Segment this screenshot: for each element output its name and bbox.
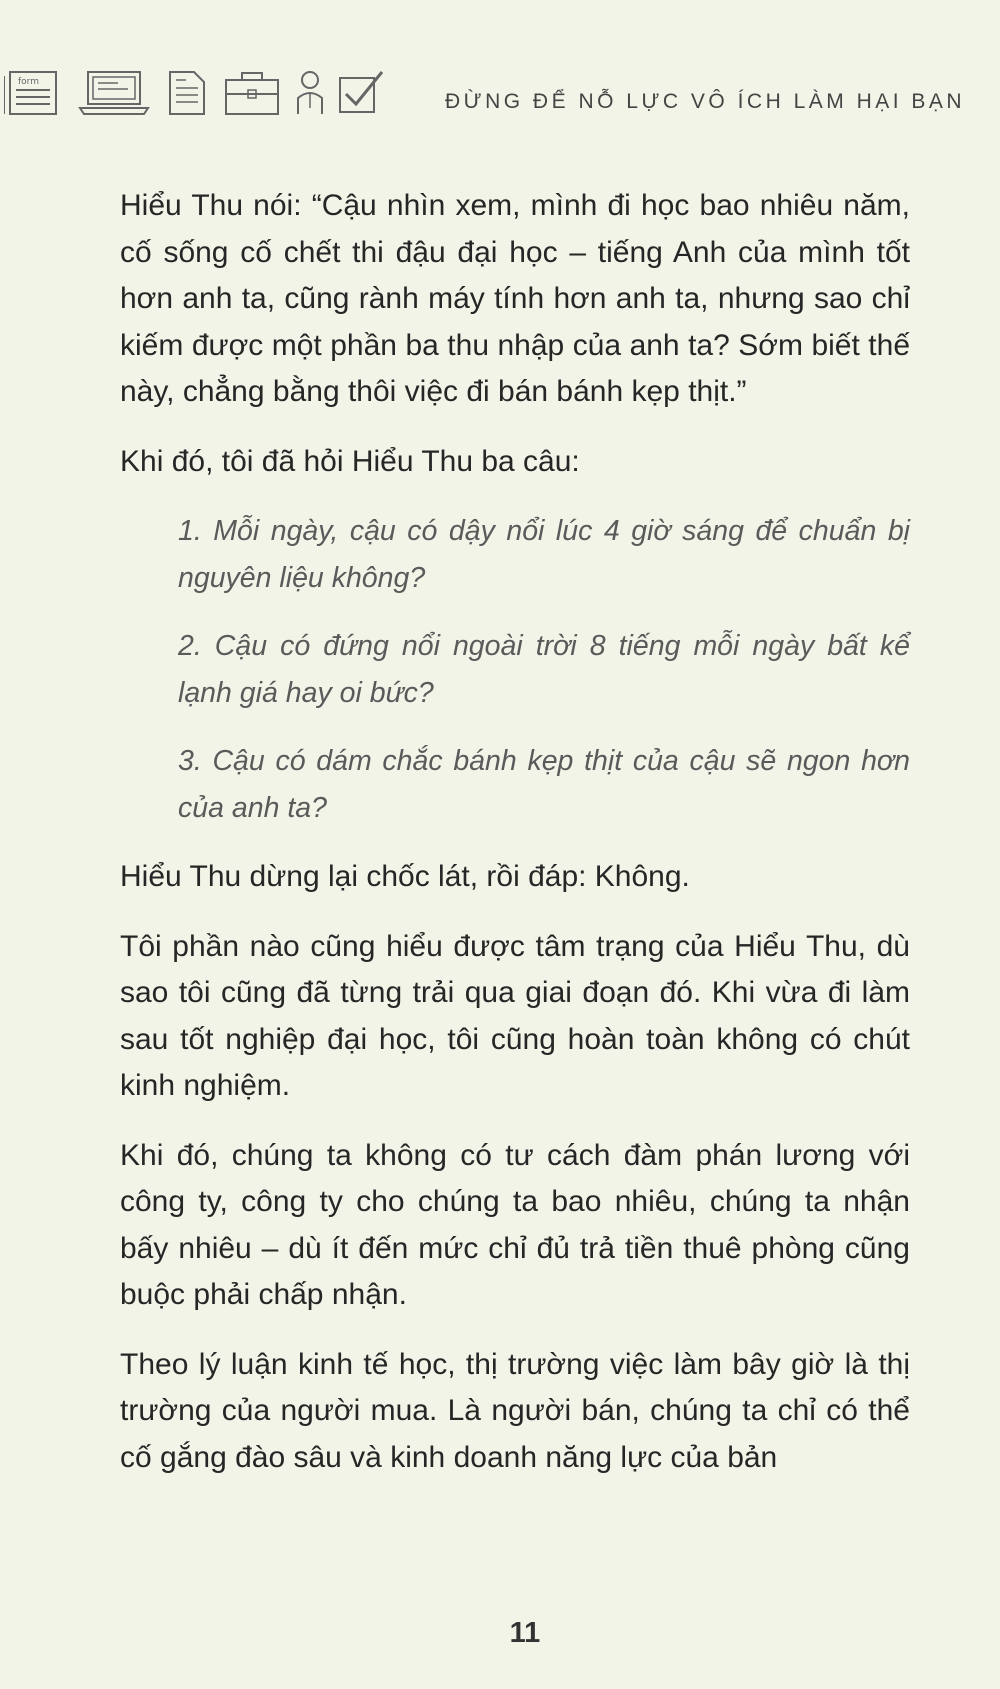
paragraph: Hiểu Thu nói: “Cậu nhìn xem, mình đi học bao nhiêu năm, cố sống cố chết thi đậu đại học – tiếng Anh của mình tốt hơn anh ta, cũng rành máy tính hơn anh ta, nhưng sao chỉ kiếm được một phần ba thu nhập của anh ta? Sớm biết thế này, chẳng bằng thôi việc đi bán bánh kẹp thịt.” — [120, 189, 910, 408]
form-icon-label: form — [18, 77, 39, 87]
checkbox-icon — [336, 68, 388, 118]
page-number: 11 — [509, 1617, 541, 1649]
page-header — [0, 60, 1000, 120]
laptop-icon — [78, 68, 150, 118]
question-item: 1. Mỗi ngày, cậu có dậy nổi lúc 4 giờ sáng để chuẩn bị nguyên liệu không? — [178, 515, 910, 594]
person-icon — [292, 68, 328, 118]
document-icon — [166, 68, 208, 118]
form-icon — [4, 68, 62, 118]
question-item: 3. Cậu có dám chắc bánh kẹp thịt của cậu sẽ ngon hơn của anh ta? — [178, 745, 910, 824]
paragraph: Theo lý luận kinh tế học, thị trường việc làm bây giờ là thị trường của người mua. Là người bán, chúng ta chỉ có thể cố gắng đào sâu và kinh doanh năng lực của bản — [120, 1347, 910, 1474]
question-item: 2. Cậu có đứng nổi ngoài trời 8 tiếng mỗi ngày bất kể lạnh giá hay oi bức? — [178, 630, 910, 709]
paragraph: Khi đó, chúng ta không có tư cách đàm phán lương với công ty, công ty cho chúng ta bao nhiêu, chúng ta nhận bấy nhiêu – dù ít đến mức chỉ đủ trả tiền thuê phòng cũng buộc phải chấp nhận. — [120, 1138, 910, 1311]
briefcase-icon — [222, 68, 282, 118]
paragraph: Tôi phần nào cũng hiểu được tâm trạng của Hiểu Thu, dù sao tôi cũng đã từng trải qua giai đoạn đó. Khi vừa đi làm sau tốt nghiệp đại học, tôi cũng hoàn toàn không có chút kinh nghiệm. — [120, 929, 910, 1102]
running-title: ĐỪNG ĐỂ NỖ LỰC VÔ ÍCH LÀM HẠI BẠN — [445, 90, 966, 113]
paragraph: Hiểu Thu dừng lại chốc lát, rồi đáp: Không. — [120, 860, 690, 893]
question-list — [178, 508, 910, 831]
page-body — [120, 183, 910, 1504]
paragraph: Khi đó, tôi đã hỏi Hiểu Thu ba câu: — [120, 444, 580, 478]
